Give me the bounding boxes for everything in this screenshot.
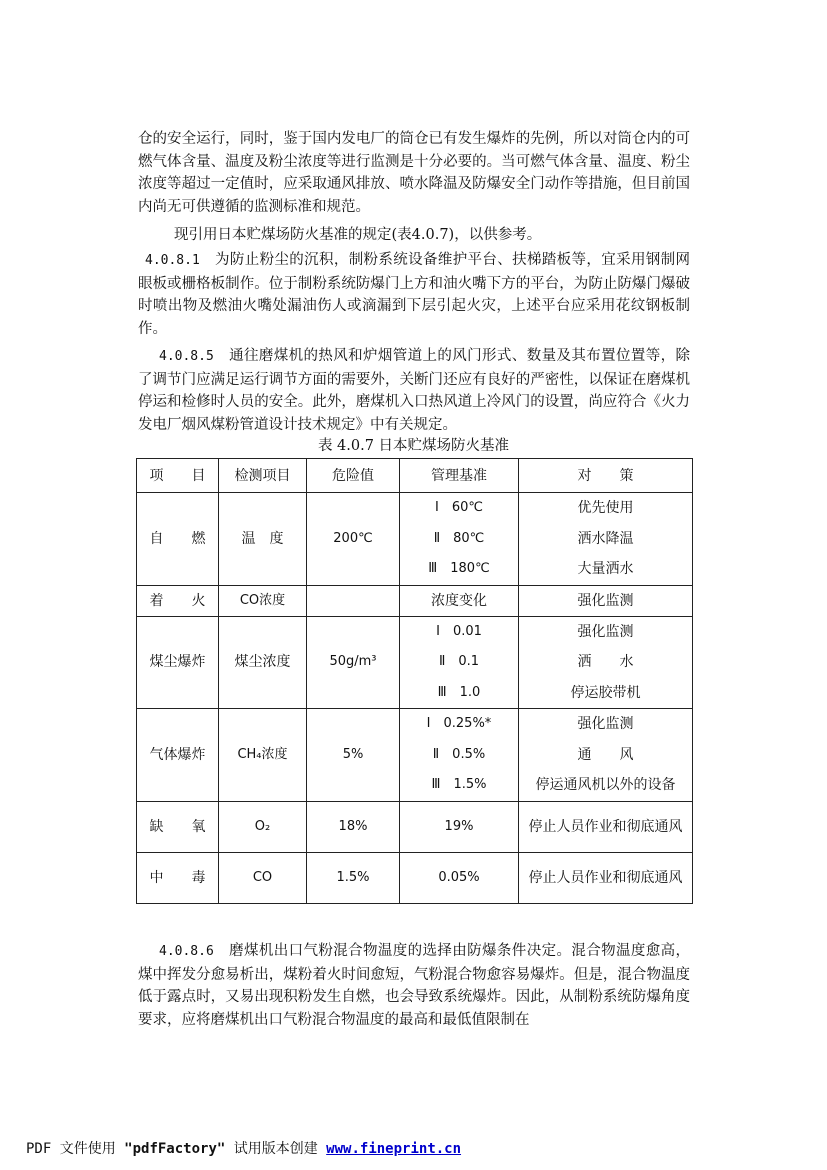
measure-item: 强化监测 bbox=[577, 623, 634, 640]
paragraph-silo-monitoring: 仓的安全运行，同时，鉴于国内发电厂的筒仓已有发生爆炸的先例，所以对筒仓内的可燃气体含量、温度及粉尘浓度等进行监测是十分必要的。当可燃气体含量、温度、粉尘浓度等超过一定值时，应采取通风排放、喷水降温及防爆安全门动作等措施，但目前国内尚无可供遵循的监测标准和规范。 bbox=[138, 131, 690, 215]
cell-item: 煤尘爆炸 bbox=[137, 616, 219, 709]
footer-prefix: PDF 文件使用 bbox=[26, 1141, 125, 1157]
table-row bbox=[137, 585, 693, 616]
cell-check: 温 度 bbox=[219, 493, 307, 586]
measure-item: 洒 水 bbox=[577, 654, 634, 670]
table-row bbox=[137, 852, 693, 903]
cell-standard bbox=[400, 709, 519, 802]
table-header-row bbox=[137, 459, 693, 493]
standard-level: Ⅲ 180℃ bbox=[428, 561, 490, 576]
header-danger: 危险值 bbox=[307, 459, 400, 493]
cell-danger: 200℃ bbox=[307, 493, 400, 586]
header-check: 检测项目 bbox=[219, 459, 307, 493]
standard-level: Ⅰ 60℃ bbox=[435, 500, 483, 515]
cell-standard bbox=[400, 616, 519, 709]
table-row bbox=[137, 709, 693, 802]
cell-measure bbox=[519, 616, 693, 709]
cell-measure: 停止人员作业和彻底通风 bbox=[519, 852, 693, 903]
footer-link[interactable]: www.fineprint.cn bbox=[326, 1141, 462, 1157]
measure-item: 通 风 bbox=[577, 746, 634, 763]
standard-level: Ⅰ 0.01 bbox=[436, 623, 482, 639]
cell-item: 自 燃 bbox=[137, 493, 219, 586]
clause-number: 4.0.8.6 bbox=[159, 944, 214, 959]
standard-level: Ⅱ 0.5% bbox=[432, 746, 486, 762]
measure-item: 强化监测 bbox=[577, 716, 634, 732]
measure-item: 大量洒水 bbox=[577, 561, 634, 577]
fire-prevention-table bbox=[136, 458, 693, 904]
standard-level: Ⅲ 1.0 bbox=[437, 684, 481, 700]
clause-text: 磨煤机出口气粉混合物温度的选择由防爆条件决定。混合物温度愈高，煤中挥发分愈易析出，煤粉着火时间愈短，气粉混合物愈容易爆炸。但是，混合物温度低于露点时，又易出现积粉发生自燃，也会导致系统爆炸。因此，从制粉系统防爆角度要求，应将磨煤机出口气粉混合物温度的最高和最低值限制在 bbox=[138, 943, 691, 1028]
paragraph-reference: 现引用日本贮煤场防火基准的规定(表4.0.7)，以供参考。 bbox=[174, 227, 542, 243]
measure-item: 优先使用 bbox=[577, 500, 634, 516]
table-row bbox=[137, 616, 693, 709]
measure-item: 停运胶带机 bbox=[570, 684, 641, 701]
paragraph-4-0-8-5 bbox=[138, 345, 690, 436]
header-item: 项 目 bbox=[137, 459, 219, 493]
cell-danger: 18% bbox=[307, 801, 400, 852]
standard-level: Ⅱ 80℃ bbox=[433, 530, 485, 546]
cell-item: 中 毒 bbox=[137, 852, 219, 903]
header-measure: 对 策 bbox=[519, 459, 693, 493]
cell-measure bbox=[519, 493, 693, 586]
footer-product: "pdfFactory" bbox=[124, 1141, 226, 1157]
cell-check: O₂ bbox=[219, 801, 307, 852]
table-caption: 表 4.0.7 日本贮煤场防火基准 bbox=[317, 438, 510, 454]
cell-item: 气体爆炸 bbox=[137, 709, 219, 802]
clause-number: 4.0.8.1 bbox=[145, 253, 200, 268]
paragraph-4-0-8-6 bbox=[138, 940, 690, 1031]
table-row bbox=[137, 493, 693, 586]
clause-number: 4.0.8.5 bbox=[159, 349, 214, 364]
pdf-footer bbox=[26, 1138, 806, 1158]
cell-standard: 浓度变化 bbox=[400, 585, 519, 616]
cell-standard: 19% bbox=[400, 801, 519, 852]
cell-measure: 停止人员作业和彻底通风 bbox=[519, 801, 693, 852]
cell-standard: 0.05% bbox=[400, 852, 519, 903]
footer-middle: 试用版本创建 bbox=[225, 1141, 327, 1157]
cell-measure bbox=[519, 709, 693, 802]
clause-text: 为防止粉尘的沉积，制粉系统设备维护平台、扶梯踏板等，宜采用钢制网眼板或栅格板制作。位于制粉系统防爆门上方和油火嘴下方的平台，为防止防爆门爆破时喷出物及燃油火嘴处漏油伤人或滴漏到下层引起火灾，上述平台应采用花纹钢板制作。 bbox=[138, 252, 691, 337]
clause-text: 通往磨煤机的热风和炉烟管道上的风门形式、数量及其布置位置等，除了调节门应满足运行调节方面的需要外，关断门还应有良好的严密性，以保证在磨煤机停运和检修时人员的安全。此外，磨煤机入口热风道上冷风门的设置，尚应符合《火力发电厂烟风煤粉管道设计技术规定》中有关规定。 bbox=[138, 348, 691, 433]
paragraph-4-0-8-1 bbox=[138, 249, 690, 340]
measure-item: 停运通风机以外的设备 bbox=[535, 777, 676, 793]
standard-level: Ⅰ 0.25%* bbox=[426, 716, 492, 731]
cell-danger: 5% bbox=[307, 709, 400, 802]
standard-level: Ⅲ 1.5% bbox=[431, 777, 487, 792]
cell-item: 着 火 bbox=[137, 585, 219, 616]
header-standard: 管理基准 bbox=[400, 459, 519, 493]
cell-standard bbox=[400, 493, 519, 586]
measure-item: 洒水降温 bbox=[577, 530, 634, 547]
cell-item: 缺 氧 bbox=[137, 801, 219, 852]
cell-check: 煤尘浓度 bbox=[219, 616, 307, 709]
cell-danger: 1.5% bbox=[307, 852, 400, 903]
cell-danger: 50g/m³ bbox=[307, 616, 400, 709]
cell-check: CO bbox=[219, 852, 307, 903]
table-row bbox=[137, 801, 693, 852]
standard-level: Ⅱ 0.1 bbox=[438, 654, 480, 669]
cell-measure: 强化监测 bbox=[519, 585, 693, 616]
cell-check: CO浓度 bbox=[219, 585, 307, 616]
cell-danger bbox=[307, 585, 400, 616]
cell-check: CH₄浓度 bbox=[219, 709, 307, 802]
